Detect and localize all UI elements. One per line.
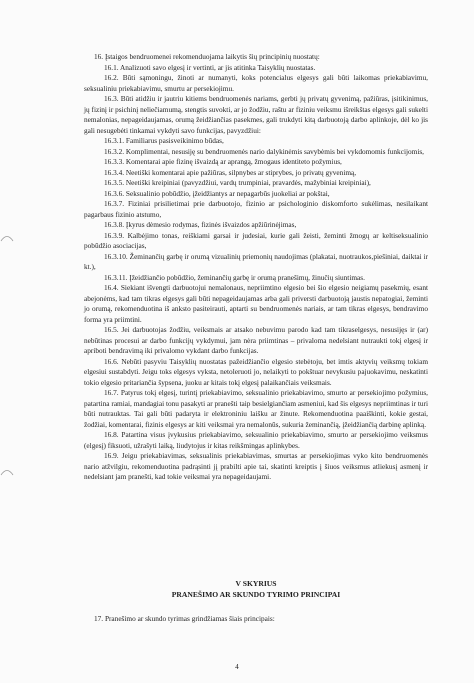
paragraph: 16.4. Siekiant išvengti darbuotojui nemalonaus, nepriimtino elgesio bei šio elgesio neigiamų pasekmių, esant abejonėms, kad tam tikras elgesys gali būti nepageidaujamas arba gali priversti darbuotoją jaustis nepatogiai, žeminti jo orumą, rekomenduotina iš anksto pasiteirauti, aptarti su bendruomenės nariais, ar tam tikras elgesys, bendravimo forma yra priimtini. bbox=[84, 283, 428, 324]
punch-hole-mark bbox=[0, 466, 14, 476]
paragraph: 16.3.7. Fiziniai prisilietimai prie darbuotojo, fizinio ar psichologinio diskomforto sukėlimas, nesilaikant pagarbaus fizinio atstumo, bbox=[84, 199, 428, 219]
paragraph: 16.3.9. Kalbėjimo tonas, reiškiami garsai ir judesiai, kurie gali žeisti, žeminti žmogų ar keltiseksualinio pobūdžio asociacijas, bbox=[84, 230, 428, 250]
paragraph: 16.8. Patartina visus įvykusius priekabiavimo, seksualinio priekabiavimo, smurto ar persekiojimo veiksmus (elgesį) fiksuoti, užrašyti laiką, liudytojus ir kitas reikšmingas aplinkybes. bbox=[84, 430, 428, 450]
paragraph: 16.3. Būti atidžiu ir jautriu kitiems bendruomenės nariams, gerbti jų privatų gyvenimą, pažiūras, įsitikinimus, jų fizinį ir psichinį neliečiamumą, stengtis suvokti, ar jo žodžiu, raštu ar fiziniu veiksmu išreikštas elgesys gali sukelti nemalonias, nepageidaujamas, orumą žeidžiančias pasekmes, gali trukdyti kitą darbuotoją darbo aplinkoje, dėl ko jis gali nesugebėti tinkamai vykdyti savo funkcijas, pavyzdžiui: bbox=[84, 94, 428, 135]
section-number: V SKYRIUS bbox=[235, 579, 277, 588]
punch-hole-mark bbox=[0, 232, 14, 242]
paragraph-17: 17. Pranešimo ar skundo tyrimas grindžiamas šiais principais: bbox=[94, 614, 275, 623]
paragraph: 16.3.4. Neetiški komentarai apie pažiūras, silpnybes ar stiprybes, jo privatų gyvenimą, bbox=[104, 167, 357, 177]
paragraph: 16. Įstaigos bendruomenei rekomenduojama laikytis šių principinių nuostatų: bbox=[94, 52, 320, 61]
paragraph: 16.2. Būti sąmoningu, žinoti ar numanyti, koks potencialus elgesys gali būti laikomas priekabiavimu, seksualiniu priekabiavimu, smurtu ar persekiojimu. bbox=[84, 73, 428, 93]
paragraph: 16.5. Jei darbuotojas žodžiu, veiksmais ar atsako nebuvimu parodo kad tam tikraselgesys, nesusijęs ir (ar) nebūtinas procesui ar darbo funkcijų vykdymui, jam nėra priimtinas – privaloma nedelsiant nutraukti tokį elgesį ir apriboti bendravimą iki privalomo vykdant darbo funkcijas. bbox=[84, 325, 428, 355]
paragraph: 16.3.10. Žeminančių garbę ir orumą vizualinių priemonių naudojimas (plakatai, nuotraukos,piešiniai, daiktai ir kt.), bbox=[84, 251, 428, 271]
paragraph: 16.1. Analizuoti savo elgesį ir vertinti, ar jis atitinka Taisyklių nuostatas. bbox=[104, 62, 316, 72]
paragraph: 16.3.6. Seksualinio pobūdžio, įžeidžiantys ar nepagarbūs juokeliai ar pokštai, bbox=[104, 188, 330, 198]
paragraph: 16.3.5. Neetiški kreipiniai (pavyzdžiui, vardų trumpiniai, pravardės, mažybiniai kreipiniai), bbox=[104, 178, 371, 187]
paragraph: 16.3.11. Įžeidžiančio pobūdžio, žeminančių garbę ir orumą pranešimų, žinučių siuntimas. bbox=[104, 272, 365, 282]
paragraph: 16.3.3. Komentarai apie fizinę išvaizdą ar aprangą, žmogaus identiteto požymius, bbox=[104, 157, 342, 166]
body-text bbox=[84, 52, 428, 483]
paragraph: 16.9. Jeigu priekabiavimas, seksualinis priekabiavimas, smurtas ar persekiojimas vyko kito bendruomenės nario atžvilgiu, rekomenduotina padrąsinti jį prabilti apie tai, skatinti kreiptis į šiuos veiksmus atliekusį asmenį ir nedelsiant jam pranešti, kad tokie veiksmai yra nepageidaujami. bbox=[84, 451, 428, 481]
section-title: PRANEŠIMO AR SKUNDO TYRIMO PRINCIPAI bbox=[171, 590, 341, 599]
paragraph: 16.3.8. Įkyrus dėmesio rodymas, fizinės išvaizdos apžiūrinėjimas, bbox=[104, 220, 297, 229]
paragraph: 16.6. Nebūti pasyviu Taisyklių nuostatas pažeidžiančio elgesio stebėtoju, bet imtis aktyvių veiksmų tokiam elgesiui sustabdyti. Jeigu toks elgesys vyksta, netoleruoti jo, nelaikyti to pokštuar nevykusiu pajuokavimu, neskatinti tokio elgesio pritariančia šypsena, juoku ar kitais tokį elgesį palaikančiais veiksmais. bbox=[84, 356, 428, 387]
paragraph: 16.7. Patyrus tokį elgesį, turintį priekabiavimo, seksualinio priekabiavimo, smurto ar persekiojimo požymius, patartina ramiai, mandagiai tonu pasakyti ar pranešti taip besielgiančiam asmeniui, kad šis elgesys nepriimtinas ir turi būti nutrauktas. Tai gali būti padaryta ir elektroniniu laišku ar žinute. Rekomenduotina paaiškinti, kokie gestai, žodžiai, komentarai, fizinis elgesys ar kiti veiksmai yra nemalonūs, sukuria žeminančią, įžeidžiančią darbinę aplinką. bbox=[84, 388, 428, 429]
paragraph: 16.3.1. Familiarus pasisveikinimo būdas, bbox=[104, 136, 224, 145]
paragraph: 16.3.2. Komplimentai, nesusiję su bendruomenės nario dalykinėmis savybėmis bei vykdomomis funkcijomis, bbox=[104, 146, 425, 156]
page-number: 4 bbox=[235, 662, 239, 671]
